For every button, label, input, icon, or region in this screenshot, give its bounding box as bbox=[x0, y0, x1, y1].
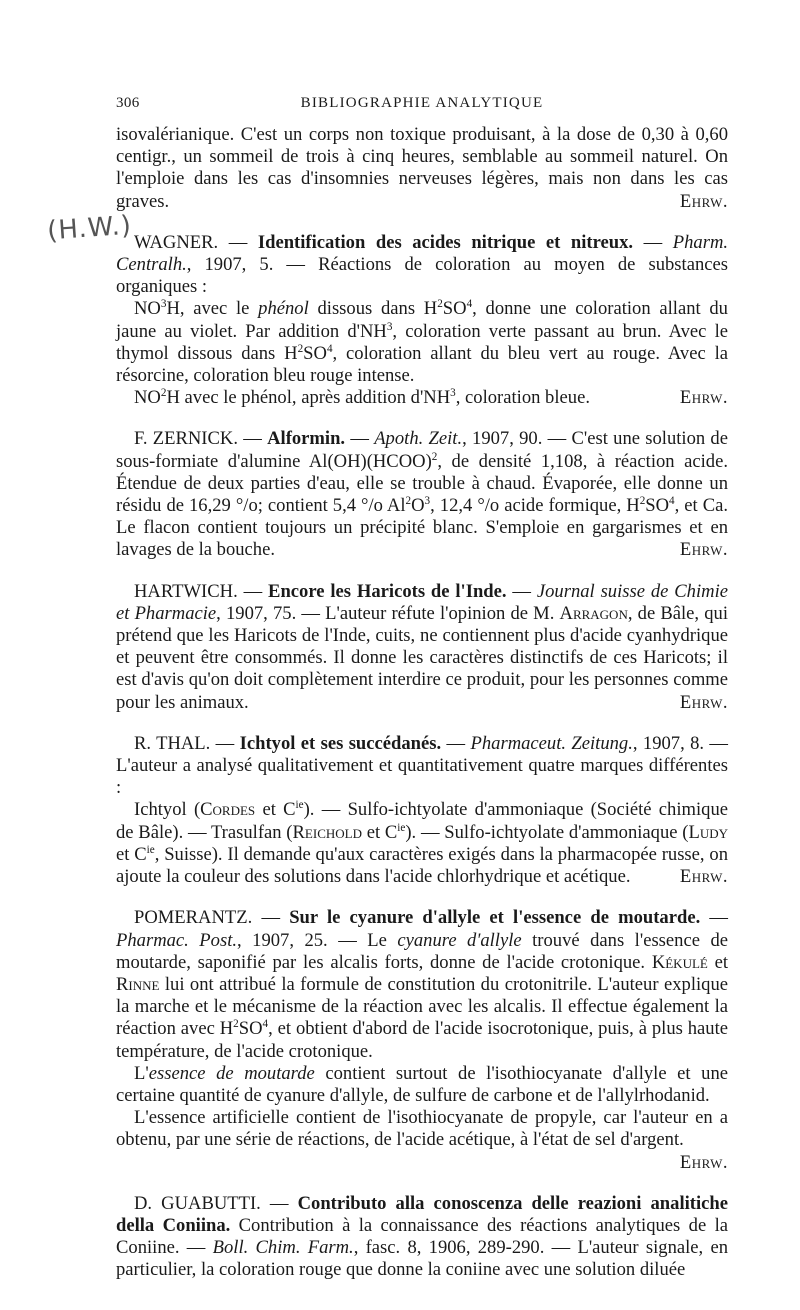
entry-heading-paragraph bbox=[116, 1193, 728, 1282]
entry-author: HARTWICH. — bbox=[134, 580, 269, 602]
entry-heading-paragraph bbox=[116, 581, 728, 714]
entry-author: D. GUABUTTI. — bbox=[134, 1192, 298, 1214]
separator: — bbox=[633, 231, 673, 253]
entry-thal bbox=[116, 733, 728, 888]
entry-pomerantz bbox=[116, 907, 728, 1173]
text: , coloration verte passant au brun. Avec le thymol dissous dans H bbox=[116, 320, 728, 364]
text: et C bbox=[361, 821, 398, 843]
signature: Ehrw. bbox=[679, 387, 728, 409]
entry-title: Identification des acides nitrique et nitreux. bbox=[257, 231, 634, 253]
entry-hartwich bbox=[116, 581, 728, 714]
paragraph bbox=[116, 124, 728, 213]
entry-title: Encore les Haricots de l'Inde. bbox=[268, 580, 507, 602]
text: et bbox=[707, 951, 728, 973]
superscript: 2 bbox=[405, 494, 412, 507]
text: contient surtout de l'isothiocyanate d'allyle et une certaine quantité de cyanure d'allyle, de sulfure de carbone et de l'allylrhodanid. bbox=[116, 1062, 728, 1106]
text: SO bbox=[442, 298, 467, 320]
superscript: 2 bbox=[431, 450, 438, 463]
handwritten-margin-note: (H.W.) bbox=[46, 210, 133, 247]
entry-heading-paragraph bbox=[116, 907, 728, 1062]
person-name: Reichold bbox=[292, 821, 362, 843]
person-name: Ludy bbox=[688, 821, 728, 843]
text: ). — Sulfo-ichtyolate d'ammoniaque ( bbox=[405, 821, 689, 843]
text: et C bbox=[255, 799, 296, 821]
text: , Suisse). Il demande qu'aux caractères exigés dans la pharmacopée russe, on ajoute la couleur des solutions dans l'acide chlorhydrique et acétique. bbox=[116, 843, 728, 888]
italic-text: essence de moutarde bbox=[148, 1062, 315, 1084]
entry-author: F. ZERNICK. — bbox=[134, 428, 268, 450]
journal-name: Journal suisse de Chimie et Pharmacie bbox=[116, 580, 728, 624]
entry-heading-paragraph bbox=[116, 733, 728, 800]
text: , fasc. 8, 1906, 289-290. — L'auteur signale, en particulier, la coloration rouge que donne la coniine avec une solution diluée bbox=[116, 1237, 729, 1281]
text: , de Bâle, qui prétend que les Haricots de l'Inde, cuits, ne contiennent plus d'acide cyanhydrique et peuvent être consommés. Il donne les caractères distinctifs de ces Haricots; il est d'avis qu'on doit complètement interdire ce produit, pour les personnes comme pour les animaux. bbox=[116, 602, 729, 713]
entry-title: Sur le cyanure d'allyle et l'essence de moutarde. bbox=[289, 907, 701, 929]
paragraph bbox=[116, 387, 728, 409]
page-number: 306 bbox=[116, 95, 140, 111]
paragraph-text: isovalérianique. C'est un corps non toxique produisant, à la dose de 0,30 à 0,60 centigr., un sommeil de trois à cinq heures, semblable au sommeil naturel. On l'emploie dans les cas d'insomnies nerveuses légères, mais non dans les cas graves. bbox=[116, 124, 728, 212]
superscript: 3 bbox=[160, 298, 167, 311]
text: H avec le phénol, après addition d'NH bbox=[166, 387, 451, 409]
signature: Ehrw. bbox=[679, 190, 728, 212]
text: SO bbox=[238, 1018, 263, 1040]
text: L'essence artificielle contient de l'isothiocyanate de propyle, car l'auteur en a obtenu, par une série de réactions, de l'acide acétique, à l'état de sel d'argent. bbox=[116, 1107, 728, 1151]
text: , 1907, 8. — L'auteur a analysé qualitativement et quantitativement quatre marques différentes : bbox=[116, 732, 729, 799]
text: , 1907, 90. — C'est une solution de sous-formiate d'alumine Al(OH)(HCOO) bbox=[116, 428, 728, 472]
person-name: Arragon bbox=[559, 602, 628, 624]
text: , de densité 1,108, à réaction acide. Étendue de deux parties d'eau, elle se trouble à chaud. Évaporée, elle donne un résidu de 16,29 °/ bbox=[116, 450, 728, 517]
entry-heading-paragraph bbox=[116, 232, 728, 299]
entry-zernick bbox=[116, 428, 728, 561]
text: , et obtient d'abord de l'acide isocrotonique, puis, à plus haute température, de l'acide crotonique. bbox=[116, 1018, 729, 1062]
text: dissous dans H bbox=[308, 298, 438, 320]
text: Ichtyol ( bbox=[134, 799, 201, 821]
text: Al bbox=[382, 495, 406, 517]
running-title: BIBLIOGRAPHIE ANALYTIQUE bbox=[300, 95, 544, 111]
journal-name: Apoth. Zeit. bbox=[374, 428, 463, 450]
paragraph bbox=[116, 799, 728, 888]
text: NO bbox=[134, 298, 161, 320]
text: lui ont attribué la formule de constitution du crotonitrile. L'auteur explique la marche et le mécanisme de la réaction avec les alcalis. Il effectue également la réaction avec H bbox=[116, 973, 728, 1040]
signature: Ehrw. bbox=[679, 866, 728, 888]
text: , et Ca. Le flacon contient toujours un précipité blanc. S'emploie en gargarismes et en lavages de la bouche. bbox=[116, 495, 728, 561]
superscript: 3 bbox=[386, 320, 393, 333]
separator: — bbox=[345, 428, 375, 450]
superscript: ie bbox=[295, 799, 304, 812]
superscript: ie bbox=[397, 821, 406, 834]
superscript: 2 bbox=[639, 494, 646, 507]
person-name: Rinne bbox=[116, 973, 160, 995]
text: , 1907, 75. — L'auteur réfute l'opinion de M. bbox=[216, 602, 560, 624]
journal-name: Pharmaceut. Zeitung. bbox=[470, 732, 633, 754]
paragraph bbox=[116, 1063, 728, 1107]
text: trouvé dans l'essence de moutarde, saponifié par les alcalis forts, donne de l'acide crotonique. bbox=[116, 929, 729, 973]
signature: Ehrw. bbox=[679, 691, 728, 713]
entry-title: Alformin. bbox=[267, 428, 346, 450]
person-name: Kékulé bbox=[651, 951, 708, 973]
entry-title: Contributo alla conoscenza delle reazioni analitiche della Coniina. bbox=[116, 1192, 728, 1236]
paragraph bbox=[116, 1107, 728, 1173]
text: et C bbox=[116, 843, 147, 865]
journal-name: Pharm. Centralh. bbox=[116, 231, 729, 276]
entry-wagner bbox=[116, 232, 728, 410]
superscript: ie bbox=[146, 843, 155, 856]
separator: — bbox=[441, 732, 471, 754]
entry-author: POMERANTZ. — bbox=[134, 907, 290, 929]
person-name: Cordes bbox=[200, 799, 256, 821]
superscript: 4 bbox=[466, 298, 473, 311]
superscript: 3 bbox=[450, 387, 456, 400]
text: H, avec le bbox=[166, 298, 259, 320]
text: SO bbox=[645, 495, 670, 517]
signature: Ehrw. bbox=[679, 1151, 728, 1173]
journal-name: Pharmac. Post. bbox=[116, 929, 238, 951]
text: , coloration bleue. bbox=[455, 387, 590, 409]
entry-author: R. THAL. — bbox=[134, 732, 240, 754]
entry-continued bbox=[116, 124, 728, 213]
text: acide formique, H bbox=[499, 495, 640, 517]
page-header bbox=[116, 88, 728, 112]
separator: — bbox=[700, 907, 728, 929]
superscript: 4 bbox=[669, 494, 675, 507]
entry-guabutti bbox=[116, 1193, 728, 1282]
italic-text: cyanure d'allyle bbox=[397, 929, 522, 951]
page-body bbox=[116, 124, 728, 1282]
subscript: o bbox=[248, 495, 258, 517]
journal-name: Boll. Chim. Farm. bbox=[212, 1237, 354, 1259]
superscript: 4 bbox=[326, 342, 333, 355]
separator: — bbox=[506, 580, 537, 602]
entry-title: Ichtyol et ses succédanés. bbox=[239, 732, 442, 754]
text: , donne une coloration allant du jaune au violet. Par addition d'NH bbox=[116, 298, 728, 342]
text: Contribution à la connaissance des réactions analytiques de la Coniine. — bbox=[116, 1214, 728, 1259]
text: L' bbox=[134, 1062, 149, 1084]
text: O bbox=[411, 495, 425, 517]
subscript: o bbox=[373, 495, 383, 517]
paragraph bbox=[116, 298, 728, 387]
text: NO bbox=[134, 387, 161, 409]
italic-text: phénol bbox=[258, 298, 309, 320]
signature: Ehrw. bbox=[679, 539, 728, 561]
text: , 1907, 25. — Le bbox=[237, 929, 398, 951]
superscript: 2 bbox=[233, 1018, 239, 1031]
superscript: 4 bbox=[262, 1018, 269, 1031]
text: SO bbox=[303, 342, 327, 364]
superscript: 2 bbox=[160, 387, 167, 400]
reference-text: , 1907, 5. — Réactions de coloration au moyen de substances organiques : bbox=[116, 254, 728, 298]
superscript: 3 bbox=[424, 494, 431, 507]
text: ; contient 5,4 °/ bbox=[257, 495, 374, 517]
superscript: 2 bbox=[437, 298, 443, 311]
text: , 12,4 °/ bbox=[430, 495, 490, 517]
text: , coloration allant du bleu vert au rouge. Avec la résorcine, coloration bleu rouge intense. bbox=[116, 342, 728, 387]
entry-author: WAGNER. — bbox=[134, 231, 258, 253]
text: ). — Sulfo-ichtyolate d'ammoniaque (Société chimique de Bâle). — Trasulfan ( bbox=[116, 799, 728, 843]
entry-heading-paragraph bbox=[116, 428, 728, 561]
superscript: 2 bbox=[297, 342, 304, 355]
subscript: o bbox=[489, 495, 500, 517]
